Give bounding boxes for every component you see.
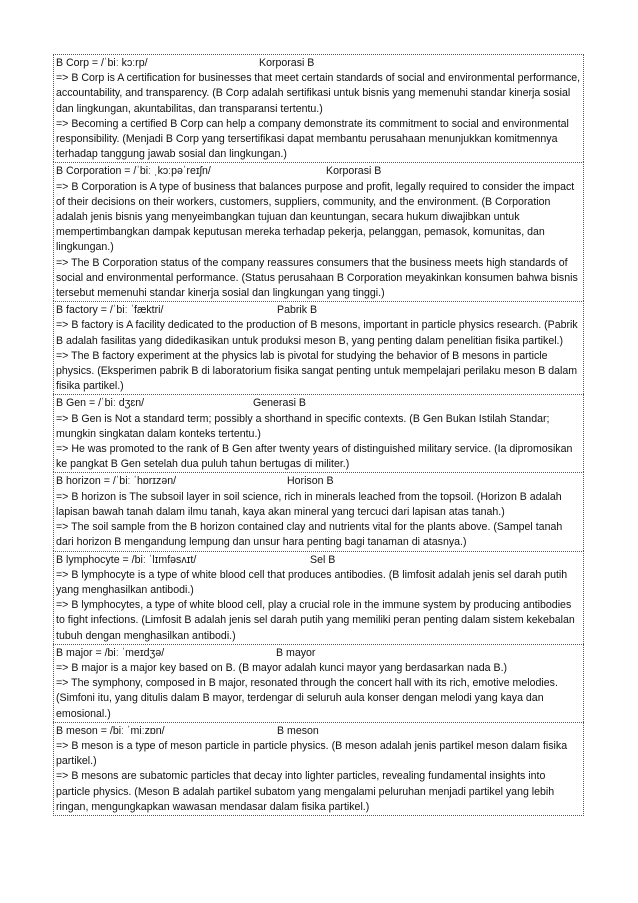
glossary-entry-b-factory xyxy=(53,301,584,394)
entry-heading xyxy=(56,56,582,71)
entry-term: B Corporation = /ˈbiː ˌkɔːpəˈreɪʃn/ xyxy=(56,165,211,178)
entry-translation: Generasi B xyxy=(253,397,306,410)
entry-translation: Horison B xyxy=(287,475,334,488)
glossary-entry-b-corp xyxy=(53,54,584,162)
glossary-entry-b-lymphocyte xyxy=(53,551,584,644)
entry-translation: B mayor xyxy=(276,646,316,659)
entry-translation: Pabrik B xyxy=(277,304,318,317)
entry-example: => He was promoted to the rank of B Gen after twenty years of distinguished military service. (Ia dipromosikan ke pangkat B Gen setelah dua puluh tahun bertugas di militer.) xyxy=(56,443,573,471)
entry-translation: Sel B xyxy=(310,553,336,566)
glossary-entry-b-horizon xyxy=(53,472,584,550)
entry-example: => The soil sample from the B horizon contained clay and nutrients vital for the plants above. (Sampel tanah dari horizon B mengandung lempung dan unsur hara penting bagi tanaman di atasnya.) xyxy=(56,521,563,549)
entry-definition: => B Corp is A certification for businesses that meet certain standards of social and environmental performance, accountability, and transparency. (B Corp adalah sertifikasi untuk bisnis yang memenuhi standar kinerja sosial dan lingkungan, akuntabilitas, dan transparansi tertentu.) xyxy=(56,72,581,115)
entry-definition: => B meson is a type of meson particle in particle physics. (B meson adalah jenis partikel meson dalam fisika partikel.) xyxy=(56,739,568,768)
entry-heading xyxy=(56,164,582,179)
entry-term: B Corp = /ˈbiː kɔːrp/ xyxy=(56,57,148,69)
glossary-entry-b-meson xyxy=(53,722,584,816)
entry-heading xyxy=(56,724,582,739)
glossary-entry-b-major xyxy=(53,644,584,722)
entry-definition: => B major is a major key based on B. (B mayor adalah kunci mayor yang berdasarkan nada B.) xyxy=(56,661,508,674)
entry-definition: => B lymphocyte is a type of white blood cell that produces antibodies. (B limfosit adalah jenis sel darah putih yang menghasilkan antibodi.) xyxy=(56,568,568,596)
entry-definition: => B factory is A facility dedicated to the production of B mesons, important in particle physics research. (Pabrik B adalah fasilitas yang didedikasikan untuk produksi meson B, yang penting dalam penelitian fisika partikel.) xyxy=(56,319,578,347)
entry-definition: => B Gen is Not a standard term; possibly a shorthand in specific contexts. (B Gen Bukan Istilah Standar; mungkin singkatan dalam konteks tertentu.) xyxy=(56,412,550,440)
entry-heading xyxy=(56,646,582,661)
entry-definition: => B Corporation is A type of business that balances purpose and profit, legally required to consider the impact of their decisions on their workers, customers, suppliers, community, and the environment. (B Corporation adalah jenis bisnis yang menyeimbangkan tujuan dan keuntungan, secara hukum diwajibkan untuk mempertimbangkan dampak keputusan mereka terhadap pekerja, pelanggan, pemasok, komunitas, dan lingkungan.) xyxy=(56,180,575,254)
entry-definition: => B horizon is The subsoil layer in soil science, rich in minerals leached from the topsoil. (Horizon B adalah lapisan bawah tanah dalam ilmu tanah, kaya akan mineral yang tercuci dari lapisan atas tanah.) xyxy=(56,490,562,518)
entry-example: => B mesons are subatomic particles that decay into lighter particles, revealing fundamental insights into particle physics. (Meson B adalah partikel subatom yang mengalami peluruhan menjadi partikel yang lebih ringan, mengungkapkan wawasan mendasar dalam fisika partikel.) xyxy=(56,770,555,813)
entry-term: B factory = /ˈbiː ˈfæktri/ xyxy=(56,304,164,317)
entry-translation: B meson xyxy=(277,724,319,737)
entry-translation: Korporasi B xyxy=(326,165,382,178)
entry-term: B major = /biː ˈmeɪdʒə/ xyxy=(56,646,165,659)
entry-term: B lymphocyte = /biː ˈlɪmfəsʌɪt/ xyxy=(56,553,197,566)
glossary-list xyxy=(53,54,584,816)
entry-example: => The B Corporation status of the company reassures consumers that the business meets high standards of social and environmental performance. (Status perusahaan B Corporation meyakinkan konsumen bahwa bisnis tersebut memenuhi standar kinerja sosial dan lingkungan yang tinggi.) xyxy=(56,256,578,300)
entry-heading xyxy=(56,474,582,489)
entry-example: => The symphony, composed in B major, resonated through the concert hall with its rich, emotive melodies. (Simfoni itu, yang ditulis dalam B mayor, terdengar di seluruh aula konser dengan melodi yang kaya dan emosional.) xyxy=(56,677,558,720)
entry-heading xyxy=(56,303,582,318)
entry-term: B Gen = /ˈbiː dʒɛn/ xyxy=(56,397,145,410)
glossary-entry-b-gen xyxy=(53,394,584,472)
entry-translation: Korporasi B xyxy=(259,57,315,69)
entry-term: B horizon = /ˈbiː ˈhɒrɪzən/ xyxy=(56,475,177,488)
entry-example: => Becoming a certified B Corp can help a company demonstrate its commitment to social and environmental responsibility. (Menjadi B Corp yang tersertifikasi dapat membantu perusahaan menunjukkan komitmennya terhadap tanggung jawab sosial dan lingkungan.) xyxy=(56,117,569,161)
entry-term: B meson = /biː ˈmiːzɒn/ xyxy=(56,724,165,737)
entry-heading xyxy=(56,396,582,411)
entry-heading xyxy=(56,553,582,568)
entry-example: => The B factory experiment at the physics lab is pivotal for studying the behavior of B mesons in particle physics. (Eksperimen pabrik B di laboratorium fisika sangat penting untuk mempelajari perilaku meson B dalam fisika partikel.) xyxy=(56,349,578,393)
glossary-entry-b-corporation xyxy=(53,162,584,301)
entry-example: => B lymphocytes, a type of white blood cell, play a crucial role in the immune system by producing antibodies to fight infections. (Limfosit B adalah jenis sel darah putih yang memiliki peran penting dalam sistem kekebalan tubuh dengan menghasilkan antibodi.) xyxy=(56,599,575,642)
